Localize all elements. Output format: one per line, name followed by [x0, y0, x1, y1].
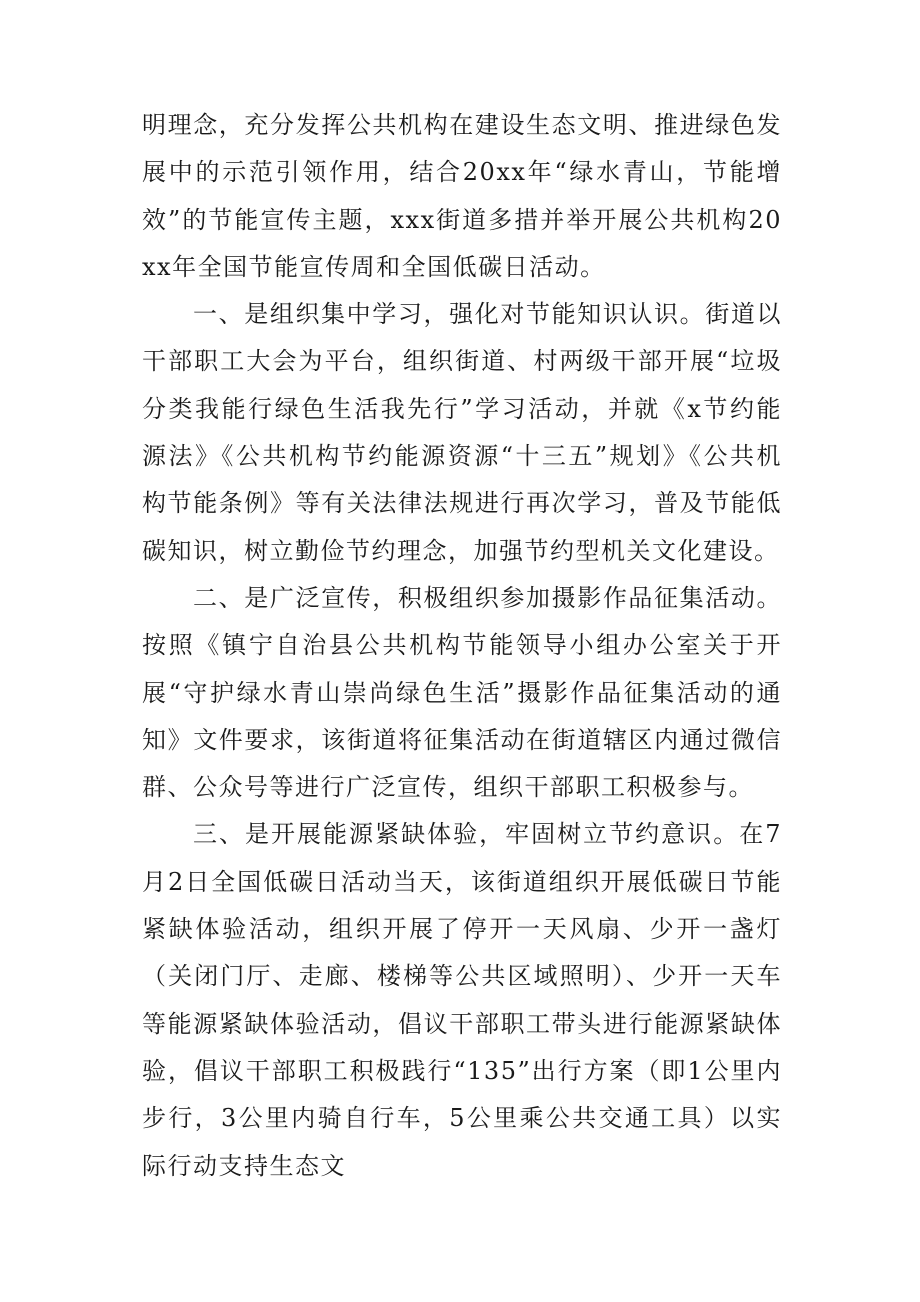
paragraph-intro: 明理念，充分发挥公共机构在建设生态文明、推进绿色发展中的示范引领作用，结合20xx年“绿水青山，节能增效”的节能宣传主题，xxx街道多措并举开展公共机构20xx年全国节能宣传周和全国低碳日活动。 [142, 111, 782, 281]
paragraph-point-2: 二、是广泛宣传，积极组织参加摄影作品征集活动。按照《镇宁自治县公共机构节能领导小组办公室关于开展“守护绿水青山崇尚绿色生活”摄影作品征集活动的通知》文件要求，该街道将征集活动在街道辖区内通过微信群、公众号等进行广泛宣传，组织干部职工积极参与。 [142, 583, 782, 802]
document-body [142, 102, 782, 1190]
paragraph-point-1: 一、是组织集中学习，强化对节能知识认识。街道以干部职工大会为平台，组织街道、村两级干部开展“垃圾分类我能行绿色生活我先行”学习活动，并就《x节约能源法》《公共机构节约能源资源“十三五”规划》《公共机构节能条例》等有关法律法规进行再次学习，普及节能低碳知识，树立勤俭节约理念，加强节约型机关文化建设。 [142, 300, 782, 565]
paragraph-point-3: 三、是开展能源紧缺体验，牢固树立节约意识。在7月2日全国低碳日活动当天，该街道组织开展低碳日节能紧缺体验活动，组织开展了停开一天风扇、少开一盏灯（关闭门厅、走廊、楼梯等公共区域照明）、少开一天车等能源紧缺体验活动，倡议干部职工带头进行能源紧缺体验，倡议干部职工积极践行“135”出行方案（即1公里内步行，3公里内骑自行车，5公里乘公共交通工具）以实际行动支持生态文 [142, 820, 782, 1180]
